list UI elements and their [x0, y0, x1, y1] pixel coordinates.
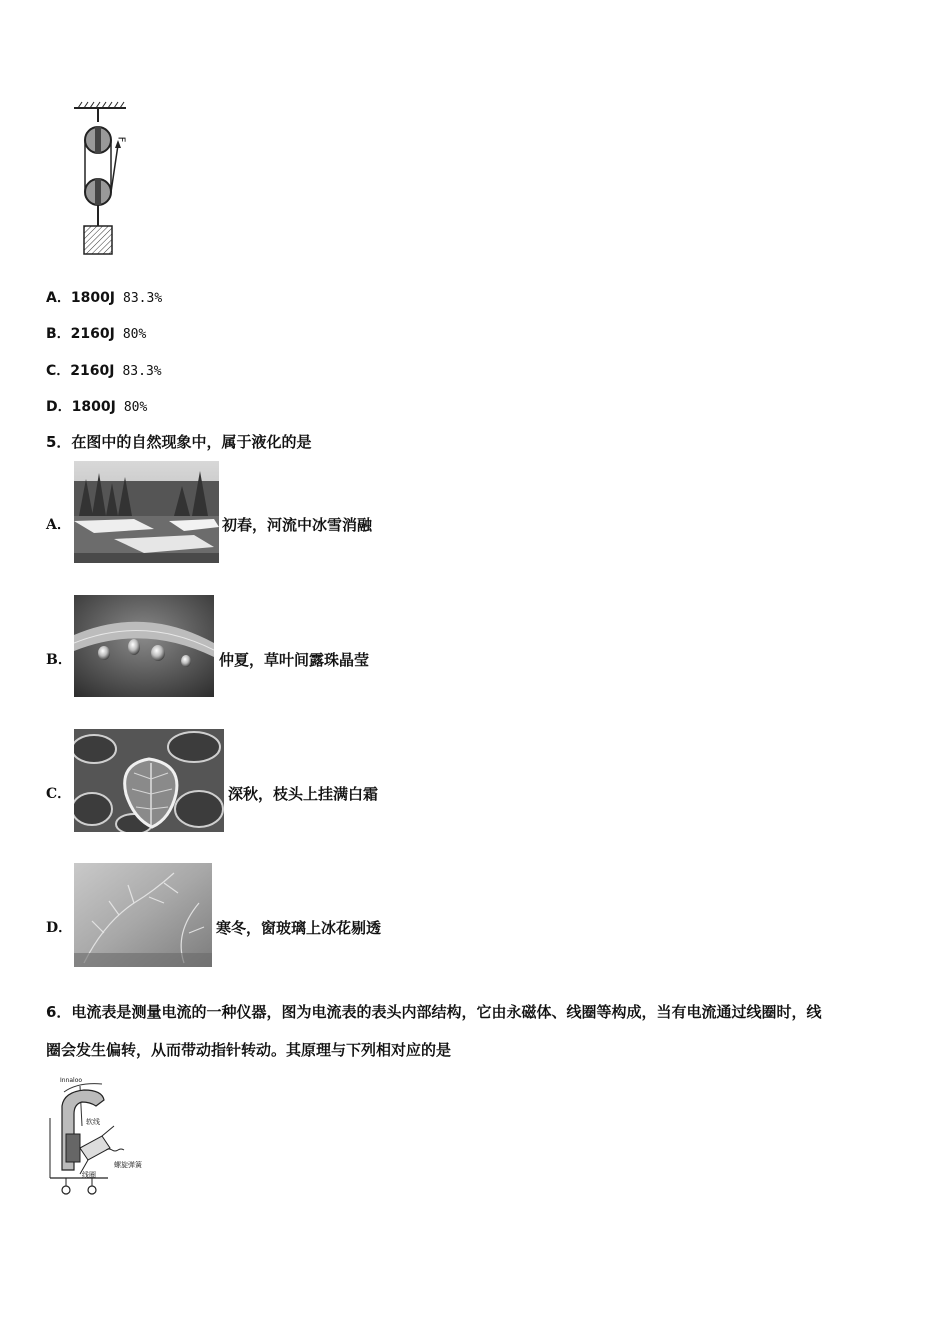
force-label: F — [115, 136, 127, 143]
q4-option-b[interactable]: B．2160J 80% — [46, 326, 147, 342]
q4-option-d[interactable]: D．1800J 80% — [46, 399, 148, 415]
q5-option-c-caption: 深秋，枝头上挂满白霜 — [228, 785, 379, 803]
ammeter-structure-figure — [44, 1078, 154, 1202]
q5-option-b-caption: 仲夏，草叶间露珠晶莹 — [219, 651, 370, 669]
q5-option-d-letter[interactable]: D． — [46, 920, 73, 936]
q5-option-d-caption: 寒冬，窗玻璃上冰花剔透 — [216, 919, 382, 937]
river-ice-photo — [74, 461, 219, 563]
label-spring: 螺旋弹簧 — [114, 1161, 142, 1169]
q5-option-a-letter[interactable]: A． — [46, 517, 71, 533]
q6-stem-line1: 6．电流表是测量电流的一种仪器，图为电流表的表头内部结构，它由永磁体、线圈等构成，当有电流通过线圈时，线 — [46, 1003, 822, 1021]
label-top: Innaloo — [60, 1077, 83, 1084]
q5-stem: 5．在图中的自然现象中，属于液化的是 — [46, 433, 312, 451]
pulley-figure — [70, 100, 140, 260]
window-frost-photo — [74, 863, 212, 967]
q6-stem-line2: 圈会发生偏转，从而带动指针转动。其原理与下列相对应的是 — [46, 1041, 452, 1059]
q5-option-c-letter[interactable]: C． — [46, 786, 72, 802]
label-wire: 软线 — [86, 1118, 100, 1126]
label-coil: 线圈 — [82, 1171, 96, 1179]
q4-option-c[interactable]: C．2160J 83.3% — [46, 363, 162, 379]
q5-option-a-caption: 初春，河流中冰雪消融 — [222, 516, 373, 534]
q5-option-b-letter[interactable]: B． — [46, 652, 72, 668]
q4-option-a[interactable]: A．1800J 83.3% — [46, 290, 163, 306]
dew-leaf-photo — [74, 595, 214, 697]
frost-leaves-photo — [74, 729, 224, 832]
